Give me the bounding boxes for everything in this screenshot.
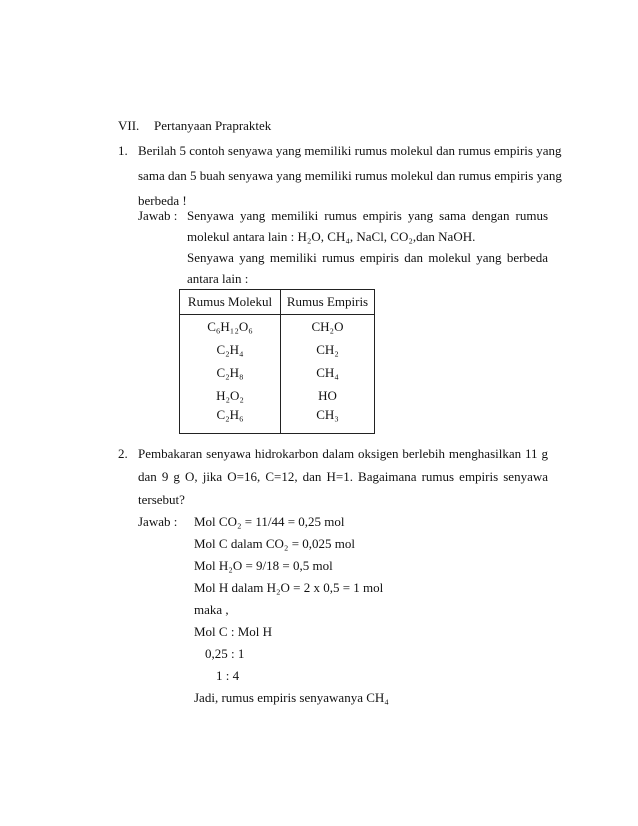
- table-cell-molecular: H₂O₂: [180, 384, 281, 407]
- q2-line-2: dan 9 g O, jika O=16, C=12, dan H=1. Bagaimana rumus empiris senyawa: [138, 469, 548, 484]
- q2-number: 2.: [118, 446, 128, 461]
- q1-number: 1.: [118, 143, 128, 158]
- table-cell-molecular: C₂H₄: [180, 338, 281, 361]
- table-header-row: [180, 290, 375, 315]
- q1-answer-line-4: antara lain :: [187, 271, 249, 286]
- q1-line-1: Berilah 5 contoh senyawa yang memiliki rumus molekul dan rumus empiris yang: [138, 143, 562, 158]
- table-cell-empirical: CH₃: [281, 407, 375, 434]
- q2-answer-line-2: Mol C dalam CO₂ = 0,025 mol: [194, 536, 356, 551]
- q1-answer-label: Jawab :: [138, 208, 178, 223]
- q2-answer-label: Jawab :: [138, 514, 178, 529]
- q2-line-3: tersebut?: [138, 492, 185, 507]
- table-cell-empirical: CH₄: [281, 361, 375, 384]
- table-header-empirical: Rumus Empiris: [281, 290, 375, 315]
- q1-answer-line-1: Senyawa yang memiliki rumus empiris yang sama dengan rumus: [187, 208, 548, 223]
- q2-answer-line-3: Mol H₂O = 9/18 = 0,5 mol: [194, 558, 333, 573]
- q2-answer-line-8: 1 : 4: [216, 668, 240, 683]
- table-row: [180, 338, 375, 361]
- q2-answer-line-1: Mol CO₂ = 11/44 = 0,25 mol: [194, 514, 345, 529]
- q2-answer-line-6: Mol C : Mol H: [194, 624, 273, 639]
- table-row: [180, 384, 375, 407]
- q2-answer-line-4: Mol H dalam H₂O = 2 x 0,5 = 1 mol: [194, 580, 384, 595]
- table-cell-molecular: C₂H₆: [180, 407, 281, 434]
- table-header-molecular: Rumus Molekul: [180, 290, 281, 315]
- q1-answer-line-2: molekul antara lain : H₂O, CH₄, NaCl, CO₂,dan NaOH.: [187, 229, 476, 244]
- q2-answer-line-9: Jadi, rumus empiris senyawanya CH₄: [194, 690, 389, 705]
- table-row: [180, 407, 375, 434]
- q2-answer-line-5: maka ,: [194, 602, 229, 617]
- formula-table: [179, 289, 375, 434]
- q1-line-2: sama dan 5 buah senyawa yang memiliki rumus molekul dan rumus empiris yang: [138, 168, 562, 183]
- q2-line-1: Pembakaran senyawa hidrokarbon dalam oksigen berlebih menghasilkan 11 g: [138, 446, 548, 461]
- section-title: Pertanyaan Prapraktek: [154, 118, 272, 133]
- table-row: [180, 315, 375, 339]
- table-cell-empirical: HO: [281, 384, 375, 407]
- table-cell-molecular: C₆H₁₂O₆: [180, 315, 281, 339]
- section-number: VII.: [118, 118, 140, 133]
- table-cell-molecular: C₂H₈: [180, 361, 281, 384]
- table-row: [180, 361, 375, 384]
- q1-answer-line-3: Senyawa yang memiliki rumus empiris dan molekul yang berbeda: [187, 250, 548, 265]
- q2-answer-line-7: 0,25 : 1: [205, 646, 245, 661]
- table-cell-empirical: CH₂: [281, 338, 375, 361]
- table-cell-empirical: CH₂O: [281, 315, 375, 339]
- q1-line-3: berbeda !: [138, 193, 187, 208]
